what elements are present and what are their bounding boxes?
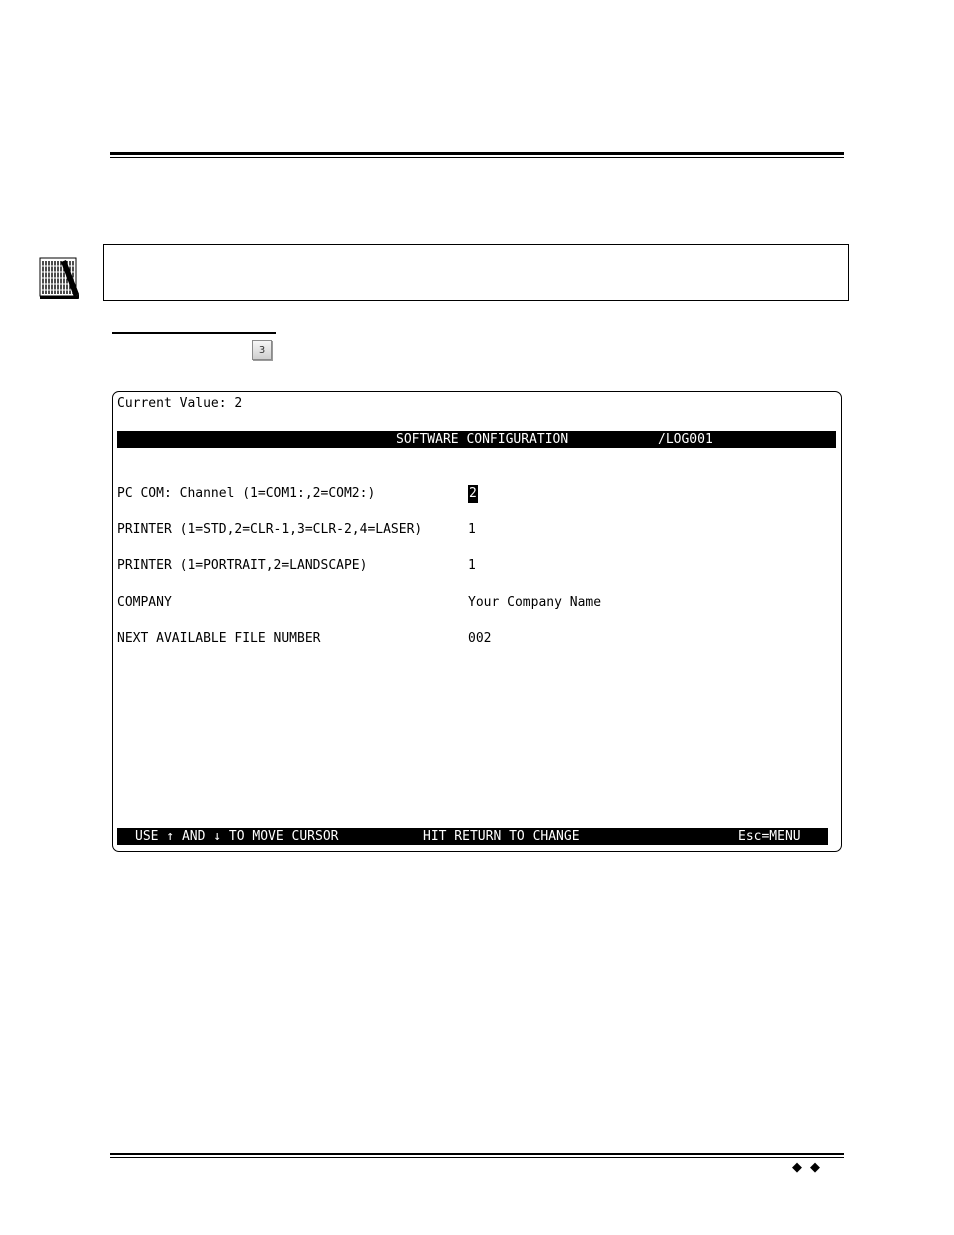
footer-return-hint: HIT RETURN TO CHANGE [423, 829, 580, 844]
config-label: PRINTER (1=PORTRAIT,2=LANDSCAPE) [117, 558, 368, 573]
config-label: COMPANY [117, 595, 172, 610]
screen-title-bar [117, 431, 836, 448]
config-row-printer-orientation[interactable] [117, 557, 833, 575]
current-value-line: Current Value: 2 [117, 396, 243, 411]
footer-rule-thin [110, 1157, 844, 1158]
footer-rule-thick [110, 1153, 844, 1155]
screen-code: /LOG001 [658, 432, 713, 447]
software-configuration-screen [112, 391, 842, 852]
screen-title: SOFTWARE CONFIGURATION [396, 432, 569, 447]
config-label: NEXT AVAILABLE FILE NUMBER [117, 631, 321, 646]
config-row-company[interactable] [117, 594, 833, 612]
header-rule-thin [110, 157, 844, 158]
config-value[interactable]: 1 [468, 522, 476, 537]
config-value[interactable]: 002 [468, 631, 492, 646]
config-value[interactable]: Your Company Name [468, 595, 602, 610]
footer-cursor-hint: USE ↑ AND ↓ TO MOVE CURSOR [135, 829, 339, 844]
config-value[interactable]: 1 [468, 558, 476, 573]
keyboard-key-3-icon [252, 340, 272, 360]
key-icon-label: 3 [258, 344, 266, 356]
note-box [103, 244, 849, 301]
diamond-icon: ◆◆ [792, 1160, 828, 1175]
config-row-next-file-number[interactable] [117, 630, 833, 648]
config-row-printer-type[interactable] [117, 521, 833, 539]
config-label: PC COM: Channel (1=COM1:,2=COM2:) [117, 486, 376, 501]
footer-esc-menu[interactable]: Esc=MENU [738, 829, 801, 844]
header-rule-thick [110, 152, 844, 155]
note-pad-pencil-icon [39, 256, 81, 300]
config-row-pc-com[interactable] [117, 485, 833, 503]
section-heading-rule [112, 332, 276, 334]
config-label: PRINTER (1=STD,2=CLR-1,3=CLR-2,4=LASER) [117, 522, 423, 537]
config-value-cursor[interactable]: 2 [469, 486, 477, 501]
screen-footer-bar [117, 828, 828, 845]
